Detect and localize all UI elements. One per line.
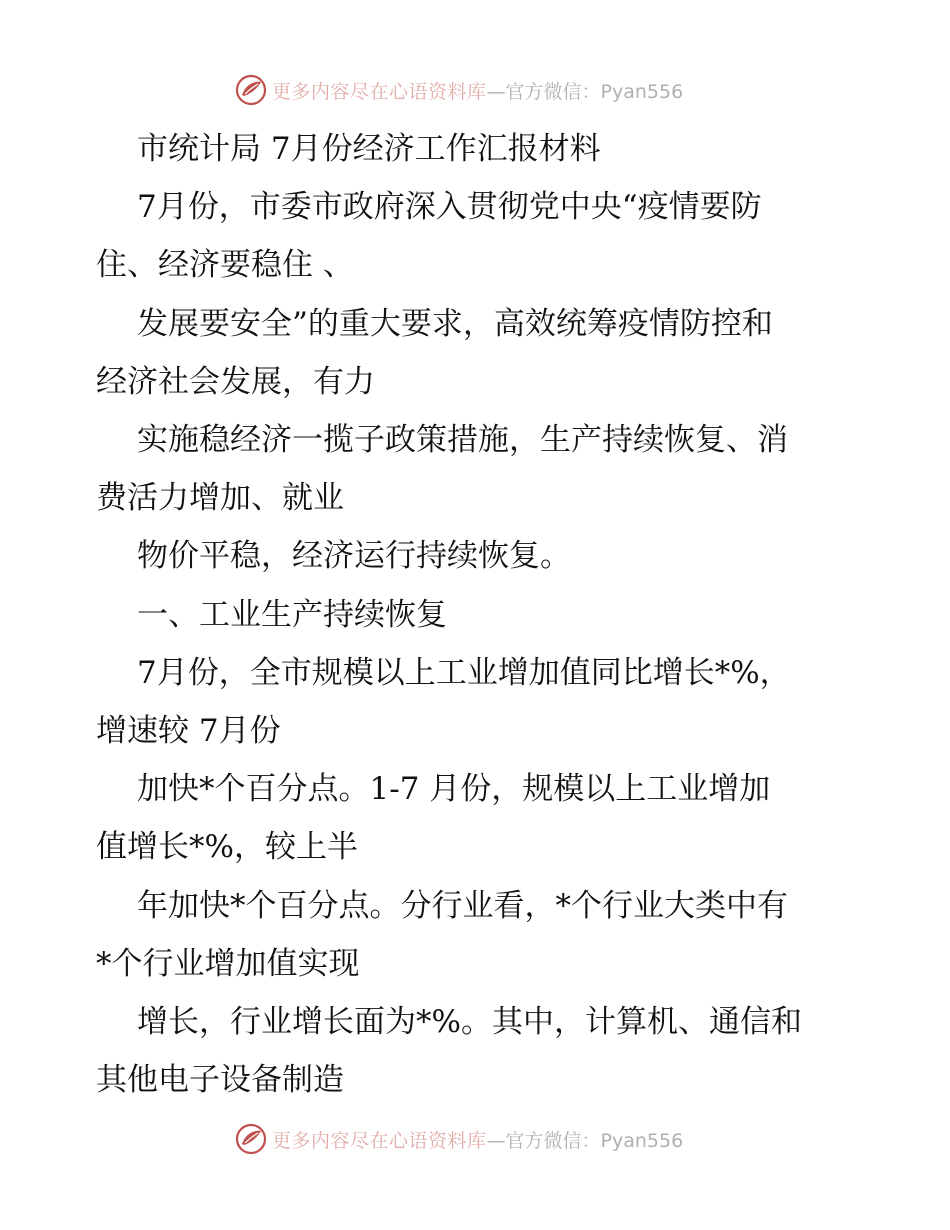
document-line: 7月份，市委市政府深入贯彻党中央“疫情要防 [137,189,762,226]
watermark-contact: —官方微信：Pyan556 [486,1129,684,1152]
document-body [96,120,856,1109]
leaf-bird-logo-icon [234,73,268,107]
leaf-bird-logo-icon [234,1122,268,1156]
watermark-text: 更多内容尽在心语资料库 [272,80,487,103]
document-line: 增长，行业增长面为*%。其中，计算机、通信和 [137,1004,802,1041]
footer-watermark [234,1122,683,1156]
document-line: 一、工业生产持续恢复 [137,596,447,633]
watermark-contact: —官方微信：Pyan556 [486,80,684,103]
document-line: 市统计局 7月份经济工作汇报材料 [137,131,601,167]
document-line: 增速较 7月份 [96,713,281,750]
header-watermark [234,73,683,107]
document-line: 7月份，全市规模以上工业增加值同比增长*%， [137,654,791,691]
watermark-text: 更多内容尽在心语资料库 [272,1129,487,1152]
document-line: 加快*个百分点。1-7 月份，规模以上工业增加 [137,771,771,808]
document-line: 其他电子设备制造 [96,1062,344,1099]
document-line: 物价平稳，经济运行持续恢复。 [137,538,571,575]
document-line: 经济社会发展，有力 [96,363,375,400]
document-line: 值增长*%，较上半 [96,829,358,866]
document-line: 发展要安全”的重大要求，高效统筹疫情防控和 [137,305,773,342]
document-line: *个行业增加值实现 [96,945,360,982]
document-line: 实施稳经济一揽子政策措施，生产持续恢复、消 [137,422,788,459]
document-line: 年加快*个百分点。分行业看，*个行业大类中有 [137,887,788,924]
document-line: 住、经济要稳住 、 [96,247,354,284]
document-line: 费活力增加、就业 [96,480,344,517]
